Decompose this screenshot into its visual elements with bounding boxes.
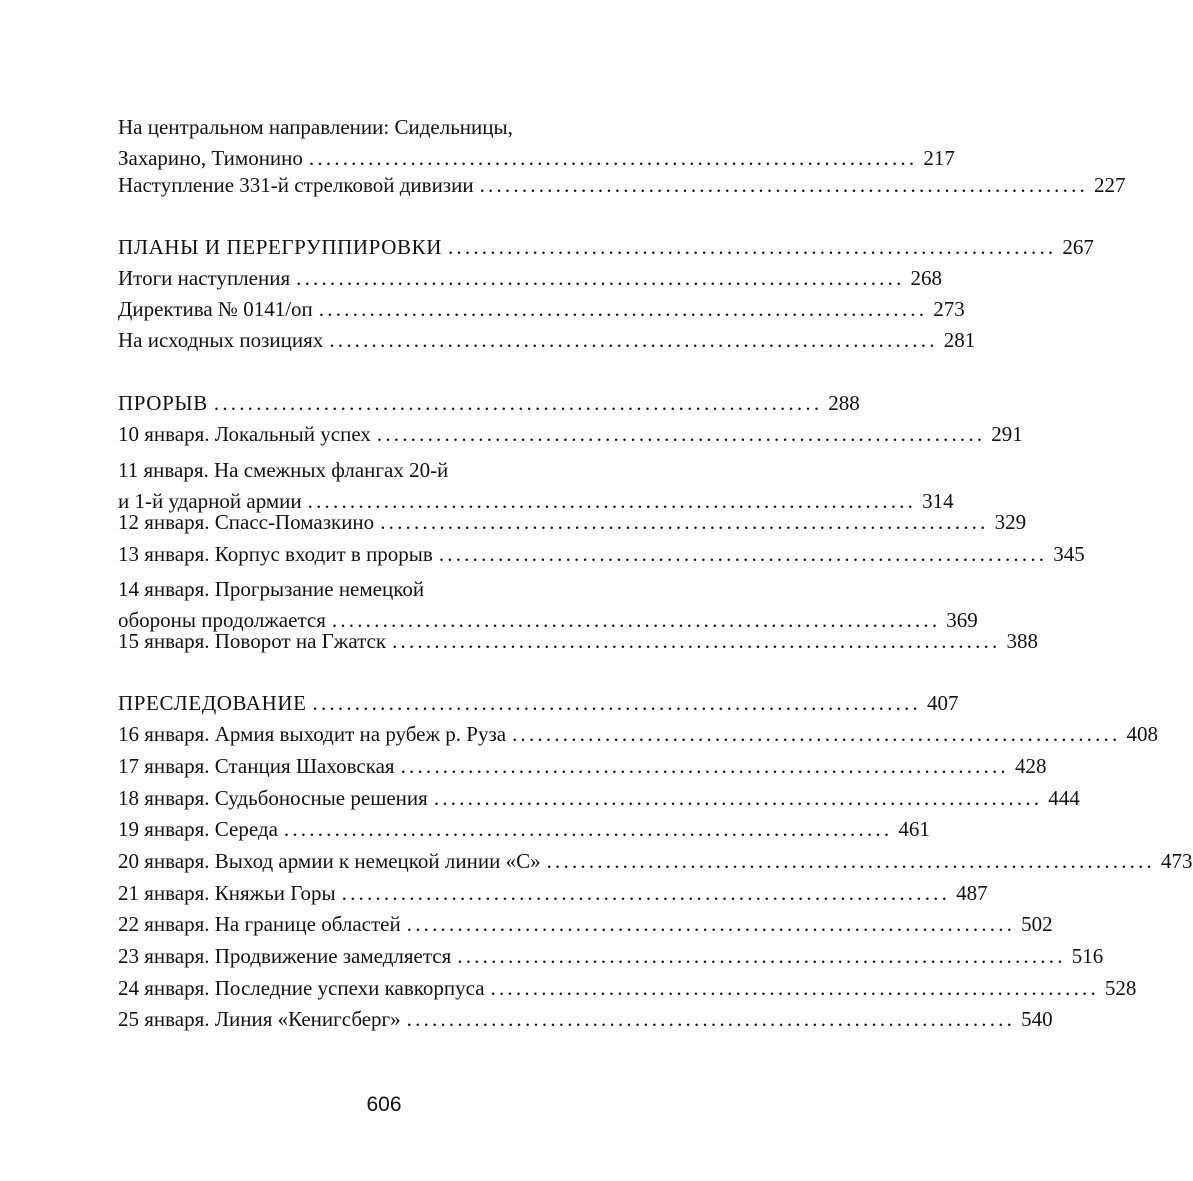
toc-entry <box>118 539 1085 570</box>
toc-entry-title: На центральном направлении: Сидельницы, <box>118 115 513 139</box>
toc-entry-title: 11 января. На смежных флангах 20-й <box>118 458 449 482</box>
toc-page-number: 329 <box>994 510 1027 534</box>
toc-entry-title: 22 января. На границе областей <box>118 912 401 936</box>
toc-page-number: 428 <box>1014 754 1047 778</box>
dot-leader: ........................................................................ <box>296 266 905 290</box>
toc-entry <box>118 626 1038 657</box>
toc-page-number: 267 <box>1062 235 1094 259</box>
toc-entry-line <box>118 626 1038 657</box>
toc-entry <box>118 814 930 845</box>
dot-leader: ........................................................................ <box>283 817 893 841</box>
toc-entry <box>118 909 1053 940</box>
toc-entry <box>118 941 1104 972</box>
dot-leader: ........................................................................ <box>318 297 928 321</box>
toc-page-number: 444 <box>1048 786 1080 810</box>
toc-entry-line <box>118 973 1137 1004</box>
toc-entry-line <box>118 507 1027 538</box>
dot-leader: ........................................................................ <box>457 944 1066 968</box>
toc-entry-line <box>118 846 1193 877</box>
toc-section-heading <box>118 232 1094 263</box>
dot-leader: ........................................................................ <box>307 489 917 513</box>
toc-entry <box>118 973 1137 1004</box>
dot-leader: ........................................................................ <box>479 173 1088 197</box>
toc-page-number: 407 <box>926 691 959 715</box>
dot-leader: ........................................................................ <box>308 146 918 170</box>
toc-entry-title: 23 января. Продвижение замедляется <box>118 944 452 968</box>
toc-entry-title: 16 января. Армия выходит на рубеж р. Руза <box>118 722 507 746</box>
dot-leader: ........................................................................ <box>341 881 951 905</box>
toc-section-heading <box>118 388 860 419</box>
toc-entry-title: Итоги наступления <box>118 266 291 290</box>
toc-entry <box>118 263 943 294</box>
dot-leader: ........................................................................ <box>312 691 921 715</box>
toc-entry <box>118 325 976 356</box>
toc-entry-line <box>118 263 943 294</box>
dot-leader: ........................................................................ <box>433 786 1043 810</box>
toc-entry-title: 17 января. Станция Шаховская <box>118 754 395 778</box>
toc-entry-line <box>118 539 1085 570</box>
toc-entry-line <box>118 419 1023 450</box>
toc-entry <box>118 751 1047 782</box>
toc-entry <box>118 846 1193 877</box>
dot-leader: ........................................................................ <box>406 912 1016 936</box>
toc-entry-line <box>118 232 1094 263</box>
toc-entry-line <box>118 814 930 845</box>
toc-entry-title: 21 января. Княжьи Горы <box>118 881 336 905</box>
toc-entry-title: 12 января. Спасс-Помазкино <box>118 510 375 534</box>
toc-entry-line <box>118 909 1053 940</box>
toc-entry-title: ПРОРЫВ <box>118 391 208 415</box>
toc-page-number: 273 <box>933 297 965 321</box>
dot-leader: ........................................................................ <box>392 629 1001 653</box>
dot-leader: ........................................................................ <box>376 422 986 446</box>
toc-page-number: 288 <box>828 391 860 415</box>
toc-entry-title: 19 января. Середа <box>118 817 278 841</box>
toc-entry-title: ПРЕСЛЕДОВАНИЕ <box>118 691 307 715</box>
toc-entry-title: 20 января. Выход армии к немецкой линии «С» <box>118 849 541 873</box>
toc-entry-line <box>118 294 965 325</box>
toc-entry <box>118 783 1080 814</box>
toc-page-number: 388 <box>1006 629 1038 653</box>
toc-entry-title: и 1-й ударной армии <box>118 489 302 513</box>
toc-entry <box>118 719 1158 750</box>
toc-entry-line <box>118 1004 1053 1035</box>
toc-entry-line <box>118 388 860 419</box>
toc-entry <box>118 419 1023 450</box>
toc-page-number: 473 <box>1161 849 1193 873</box>
toc-entry-title: ПЛАНЫ И ПЕРЕГРУППИРОВКИ <box>118 235 442 259</box>
toc-entry <box>118 294 965 325</box>
toc-entry-title: 25 января. Линия «Кенигсберг» <box>118 1007 401 1031</box>
toc-entry <box>118 1004 1053 1035</box>
toc-entry-title: 15 января. Поворот на Гжатск <box>118 629 387 653</box>
toc-entry <box>118 112 955 174</box>
toc-entry-line <box>118 878 988 909</box>
dot-leader: ........................................................................ <box>380 510 989 534</box>
toc-entry-line <box>118 455 680 486</box>
toc-entry-line <box>118 574 680 605</box>
dot-leader: ........................................................................ <box>447 235 1057 259</box>
dot-leader: ........................................................................ <box>512 722 1121 746</box>
toc-entry-line <box>118 751 1047 782</box>
toc-page-number: 281 <box>943 328 976 352</box>
toc-page-number: 268 <box>910 266 943 290</box>
toc-page-number: 487 <box>956 881 988 905</box>
toc-entry <box>118 507 1027 538</box>
toc-entry-line <box>118 688 959 719</box>
toc-entry-title: 14 января. Прогрызание немецкой <box>118 577 425 601</box>
toc-entry-title: Директива № 0141/оп <box>118 297 313 321</box>
toc-entry-line <box>118 325 976 356</box>
toc-page-number: 408 <box>1126 722 1158 746</box>
toc-entry-title: 24 января. Последние успехи кавкорпуса <box>118 976 485 1000</box>
toc-page-number: 314 <box>922 489 954 513</box>
toc-entry-line <box>118 783 1080 814</box>
toc-entry-line <box>118 112 680 143</box>
toc-page-number: 540 <box>1021 1007 1053 1031</box>
toc-entry-line <box>118 170 1126 201</box>
dot-leader: ........................................................................ <box>331 608 941 632</box>
toc-entry <box>118 878 988 909</box>
toc-page-number: 516 <box>1071 944 1104 968</box>
toc-entry-title: обороны продолжается <box>118 608 326 632</box>
toc-entry-title: 18 января. Судьбоносные решения <box>118 786 428 810</box>
toc-entry-title: 13 января. Корпус входит в прорыв <box>118 542 433 566</box>
toc-entry-line <box>118 719 1158 750</box>
page-number: 606 <box>366 1093 402 1116</box>
toc-page-number: 461 <box>898 817 930 841</box>
dot-leader: ........................................................................ <box>490 976 1099 1000</box>
toc-entry-line <box>118 941 1104 972</box>
toc-page-number: 502 <box>1021 912 1053 936</box>
toc-entry-title: Захарино, Тимонино <box>118 146 303 170</box>
toc-page-number: 217 <box>923 146 955 170</box>
toc-entry-title: 10 января. Локальный успех <box>118 422 371 446</box>
toc-section-heading <box>118 688 959 719</box>
toc-entry <box>118 170 1126 201</box>
toc-entry-title: Наступление 331-й стрелковой дивизии <box>118 173 474 197</box>
dot-leader: ........................................................................ <box>546 849 1156 873</box>
dot-leader: ........................................................................ <box>400 754 1009 778</box>
dot-leader: ........................................................................ <box>406 1007 1016 1031</box>
toc-page-number: 291 <box>991 422 1023 446</box>
toc-entry-title: На исходных позициях <box>118 328 324 352</box>
toc-page-number: 528 <box>1104 976 1137 1000</box>
dot-leader: ........................................................................ <box>438 542 1048 566</box>
toc-page-number: 227 <box>1093 173 1126 197</box>
dot-leader: ........................................................................ <box>213 391 823 415</box>
toc-page-number: 369 <box>946 608 978 632</box>
dot-leader: ........................................................................ <box>329 328 938 352</box>
toc-page-number: 345 <box>1053 542 1085 566</box>
